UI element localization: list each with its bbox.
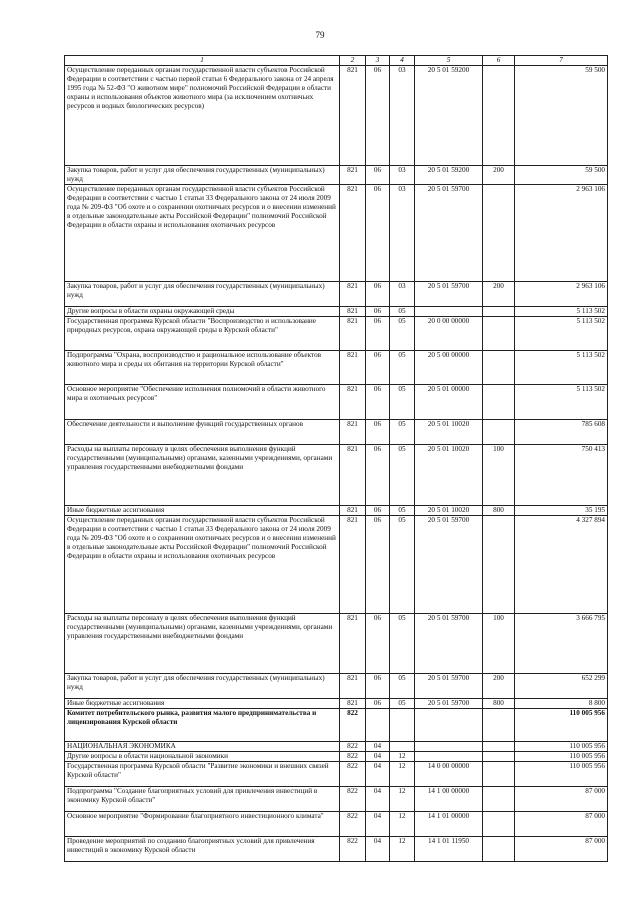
row-section-cell: 06 <box>366 420 390 445</box>
row-subsection-cell: 03 <box>390 166 415 185</box>
row-code-cell: 822 <box>340 709 366 742</box>
row-subsection-cell: 05 <box>390 699 415 709</box>
row-type-cell <box>483 317 515 351</box>
row-name-cell: Обеспечение деятельности и выполнение функций государственных органов <box>65 420 340 445</box>
row-target-cell <box>415 307 483 317</box>
row-type-cell <box>483 742 515 752</box>
row-code-cell: 821 <box>340 516 366 614</box>
row-section-cell: 04 <box>366 742 390 752</box>
row-amount-cell: 59 500 <box>515 66 608 166</box>
row-amount-cell: 5 113 502 <box>515 317 608 351</box>
row-section-cell: 06 <box>366 307 390 317</box>
row-subsection-cell: 05 <box>390 317 415 351</box>
row-name-cell: НАЦИОНАЛЬНАЯ ЭКОНОМИКА <box>65 742 340 752</box>
table-row <box>65 516 608 614</box>
row-amount-cell: 110 005 956 <box>515 762 608 787</box>
row-section-cell: 06 <box>366 699 390 709</box>
header-row <box>65 56 608 66</box>
row-amount-cell: 2 963 106 <box>515 185 608 282</box>
row-code-cell: 821 <box>340 307 366 317</box>
row-subsection-cell <box>390 742 415 752</box>
row-subsection-cell: 05 <box>390 351 415 385</box>
row-section-cell: 04 <box>366 752 390 762</box>
row-target-cell: 20 5 01 59700 <box>415 674 483 699</box>
row-name-cell: Другие вопросы в области национальной экономики <box>65 752 340 762</box>
row-subsection-cell: 05 <box>390 307 415 317</box>
row-target-cell: 20 0 00 00000 <box>415 317 483 351</box>
row-target-cell: 20 5 01 59700 <box>415 614 483 674</box>
row-name-cell: Комитет потребительского рынка, развития малого предпринимательства и лицензирования Курской области <box>65 709 340 742</box>
row-section-cell: 04 <box>366 812 390 837</box>
row-section-cell: 06 <box>366 506 390 516</box>
row-amount-cell: 3 666 795 <box>515 614 608 674</box>
row-name-cell: Закупка товаров, работ и услуг для обеспечения государственных (муниципальных) нужд <box>65 282 340 307</box>
table-row <box>65 385 608 420</box>
row-name-cell: Подпрограмма "Охрана, воспроизводство и рациональное использование объектов животного мира и среды их обитания на территории Курской области" <box>65 351 340 385</box>
row-type-cell <box>483 762 515 787</box>
row-type-cell: 200 <box>483 674 515 699</box>
row-name-cell: Закупка товаров, работ и услуг для обеспечения государственных (муниципальных) нужд <box>65 674 340 699</box>
row-code-cell: 822 <box>340 812 366 837</box>
table-row <box>65 614 608 674</box>
row-code-cell: 821 <box>340 166 366 185</box>
row-code-cell: 822 <box>340 837 366 862</box>
row-type-cell: 100 <box>483 614 515 674</box>
row-amount-cell: 652 299 <box>515 674 608 699</box>
row-section-cell: 06 <box>366 516 390 614</box>
table-row <box>65 66 608 166</box>
row-section-cell: 06 <box>366 66 390 166</box>
table-row <box>65 742 608 752</box>
row-target-cell: 20 5 01 00000 <box>415 385 483 420</box>
table-row <box>65 837 608 862</box>
row-type-cell <box>483 752 515 762</box>
row-code-cell: 821 <box>340 317 366 351</box>
column-header: 7 <box>515 56 608 66</box>
row-subsection-cell: 05 <box>390 506 415 516</box>
row-name-cell: Осуществление переданных органам государственной власти субъектов Российской Федерации в соответствии с частью 1 статьи 33 Федерального закона от 24 июля 2009 года № 209-ФЗ "Об охоте и о сохранении охотничьих ресурсов и о внесении изменений в отдельные законодательные акты Российской Федерации" полномочий Российской Федерации в области охраны и использования охотничьих ресурсов <box>65 185 340 282</box>
row-section-cell: 04 <box>366 762 390 787</box>
table-row <box>65 812 608 837</box>
row-subsection-cell: 12 <box>390 812 415 837</box>
row-code-cell: 822 <box>340 752 366 762</box>
row-section-cell: 06 <box>366 166 390 185</box>
row-subsection-cell: 12 <box>390 837 415 862</box>
row-code-cell: 821 <box>340 351 366 385</box>
row-code-cell: 821 <box>340 445 366 506</box>
table-row <box>65 166 608 185</box>
row-target-cell: 20 5 00 00000 <box>415 351 483 385</box>
row-amount-cell: 785 608 <box>515 420 608 445</box>
row-amount-cell: 87 000 <box>515 812 608 837</box>
column-header: 2 <box>340 56 366 66</box>
row-target-cell: 20 5 01 59700 <box>415 282 483 307</box>
row-code-cell: 822 <box>340 787 366 812</box>
row-code-cell: 821 <box>340 185 366 282</box>
table-row <box>65 699 608 709</box>
row-amount-cell: 5 113 502 <box>515 385 608 420</box>
row-subsection-cell: 03 <box>390 185 415 282</box>
row-type-cell <box>483 420 515 445</box>
row-code-cell: 821 <box>340 385 366 420</box>
budget-table <box>64 55 608 862</box>
row-target-cell <box>415 709 483 742</box>
row-code-cell: 821 <box>340 699 366 709</box>
column-header: 6 <box>483 56 515 66</box>
row-subsection-cell: 12 <box>390 787 415 812</box>
row-target-cell: 20 5 01 10020 <box>415 506 483 516</box>
row-subsection-cell: 03 <box>390 66 415 166</box>
row-name-cell: Основное мероприятие "Обеспечение исполнения полномочий в области животного мира и охотничьих ресурсов" <box>65 385 340 420</box>
row-target-cell: 20 5 01 10020 <box>415 420 483 445</box>
row-type-cell <box>483 516 515 614</box>
row-section-cell: 06 <box>366 614 390 674</box>
row-type-cell <box>483 351 515 385</box>
table-row <box>65 445 608 506</box>
row-target-cell: 14 1 00 00000 <box>415 787 483 812</box>
row-name-cell: Подпрограмма "Создание благоприятных условий для привлечения инвестиций в экономику Курской области" <box>65 787 340 812</box>
table-row <box>65 307 608 317</box>
row-name-cell: Иные бюджетные ассигнования <box>65 506 340 516</box>
row-amount-cell: 87 000 <box>515 787 608 812</box>
row-code-cell: 821 <box>340 282 366 307</box>
row-target-cell: 20 5 01 59700 <box>415 516 483 614</box>
table-row <box>65 185 608 282</box>
row-target-cell: 20 5 01 10020 <box>415 445 483 506</box>
row-type-cell: 200 <box>483 282 515 307</box>
table-row <box>65 762 608 787</box>
row-code-cell: 821 <box>340 506 366 516</box>
row-name-cell: Осуществление переданных органам государственной власти субъектов Российской Федерации в соответствии с частью 1 статьи 33 Федерального закона от 24 июля 2009 года № 209-ФЗ "Об охоте и о сохранении охотничьих ресурсов и о внесении изменений в отдельные законодательные акты Российской Федерации" полномочий Российской Федерации в области охраны и использования охотничьих ресурсов <box>65 516 340 614</box>
row-code-cell: 821 <box>340 66 366 166</box>
row-target-cell <box>415 752 483 762</box>
row-amount-cell: 59 500 <box>515 166 608 185</box>
row-section-cell: 06 <box>366 317 390 351</box>
row-type-cell <box>483 787 515 812</box>
row-type-cell <box>483 709 515 742</box>
row-target-cell: 20 5 01 59200 <box>415 66 483 166</box>
row-amount-cell: 110 005 956 <box>515 742 608 752</box>
row-target-cell: 14 0 00 00000 <box>415 762 483 787</box>
row-name-cell: Расходы на выплаты персоналу в целях обеспечения выполнения функций государственными (муниципальными) органами, казенными учреждениями, органами управления государственными внебюджетными фондами <box>65 614 340 674</box>
row-code-cell: 821 <box>340 420 366 445</box>
row-amount-cell: 5 113 502 <box>515 307 608 317</box>
table-row <box>65 752 608 762</box>
row-subsection-cell: 05 <box>390 445 415 506</box>
row-type-cell: 800 <box>483 506 515 516</box>
row-section-cell: 04 <box>366 837 390 862</box>
row-type-cell <box>483 837 515 862</box>
column-header: 1 <box>65 56 340 66</box>
row-section-cell: 06 <box>366 674 390 699</box>
row-code-cell: 822 <box>340 762 366 787</box>
row-name-cell: Другие вопросы в области охраны окружающей среды <box>65 307 340 317</box>
row-amount-cell: 35 195 <box>515 506 608 516</box>
table-row <box>65 282 608 307</box>
row-subsection-cell: 05 <box>390 420 415 445</box>
row-name-cell: Государственная программа Курской области "Воспроизводство и использование природных ресурсов, охрана окружающей среды в Курской области" <box>65 317 340 351</box>
row-type-cell <box>483 385 515 420</box>
row-name-cell: Расходы на выплаты персоналу в целях обеспечения выполнения функций государственными (муниципальными) органами, казенными учреждениями, органами управления государственными внебюджетными фондами <box>65 445 340 506</box>
row-amount-cell: 110 005 956 <box>515 752 608 762</box>
table-row <box>65 420 608 445</box>
row-subsection-cell: 05 <box>390 385 415 420</box>
table-row <box>65 787 608 812</box>
row-amount-cell: 110 005 956 <box>515 709 608 742</box>
row-name-cell: Закупка товаров, работ и услуг для обеспечения государственных (муниципальных) нужд <box>65 166 340 185</box>
row-name-cell: Государственная программа Курской области "Развитие экономики и внешних связей Курской области" <box>65 762 340 787</box>
column-header: 5 <box>415 56 483 66</box>
row-amount-cell: 8 800 <box>515 699 608 709</box>
table-row <box>65 506 608 516</box>
column-header: 3 <box>366 56 390 66</box>
row-section-cell: 06 <box>366 282 390 307</box>
table-row <box>65 709 608 742</box>
row-amount-cell: 5 113 502 <box>515 351 608 385</box>
row-amount-cell: 2 963 106 <box>515 282 608 307</box>
row-section-cell: 06 <box>366 351 390 385</box>
row-target-cell: 14 1 01 11950 <box>415 837 483 862</box>
row-name-cell: Иные бюджетные ассигнования <box>65 699 340 709</box>
row-section-cell: 06 <box>366 445 390 506</box>
row-name-cell: Осуществление переданных органам государственной власти субъектов Российской Федерации в соответствии с частью первой статьи 6 Федерального закона от 24 апреля 1995 года № 52-ФЗ "О животном мире" полномочий Российской Федерации в области охраны и использования объектов животного мира (за исключением охотничьих ресурсов и водных биологических ресурсов) <box>65 66 340 166</box>
row-type-cell <box>483 307 515 317</box>
row-code-cell: 822 <box>340 742 366 752</box>
row-section-cell: 06 <box>366 385 390 420</box>
row-subsection-cell: 12 <box>390 762 415 787</box>
row-target-cell: 20 5 01 59700 <box>415 699 483 709</box>
row-code-cell: 821 <box>340 674 366 699</box>
column-header: 4 <box>390 56 415 66</box>
row-amount-cell: 87 000 <box>515 837 608 862</box>
row-subsection-cell: 05 <box>390 674 415 699</box>
row-type-cell <box>483 812 515 837</box>
row-name-cell: Проведение мероприятий по созданию благоприятных условий для привлечения инвестиций в экономику Курской области <box>65 837 340 862</box>
row-type-cell <box>483 185 515 282</box>
row-subsection-cell: 05 <box>390 516 415 614</box>
row-amount-cell: 4 327 894 <box>515 516 608 614</box>
row-target-cell <box>415 742 483 752</box>
row-target-cell: 20 5 01 59200 <box>415 166 483 185</box>
row-subsection-cell: 05 <box>390 614 415 674</box>
row-code-cell: 821 <box>340 614 366 674</box>
row-type-cell: 200 <box>483 166 515 185</box>
row-type-cell: 800 <box>483 699 515 709</box>
table-row <box>65 351 608 385</box>
table-row <box>65 317 608 351</box>
row-section-cell <box>366 709 390 742</box>
row-type-cell <box>483 66 515 166</box>
row-subsection-cell <box>390 709 415 742</box>
row-amount-cell: 750 413 <box>515 445 608 506</box>
page-number: 79 <box>315 30 325 40</box>
row-section-cell: 06 <box>366 185 390 282</box>
row-subsection-cell: 12 <box>390 752 415 762</box>
row-type-cell: 100 <box>483 445 515 506</box>
row-section-cell: 04 <box>366 787 390 812</box>
row-target-cell: 20 5 01 59700 <box>415 185 483 282</box>
row-target-cell: 14 1 01 00000 <box>415 812 483 837</box>
row-subsection-cell: 03 <box>390 282 415 307</box>
table-row <box>65 674 608 699</box>
row-name-cell: Основное мероприятие "Формирование благоприятного инвестиционного климата" <box>65 812 340 837</box>
